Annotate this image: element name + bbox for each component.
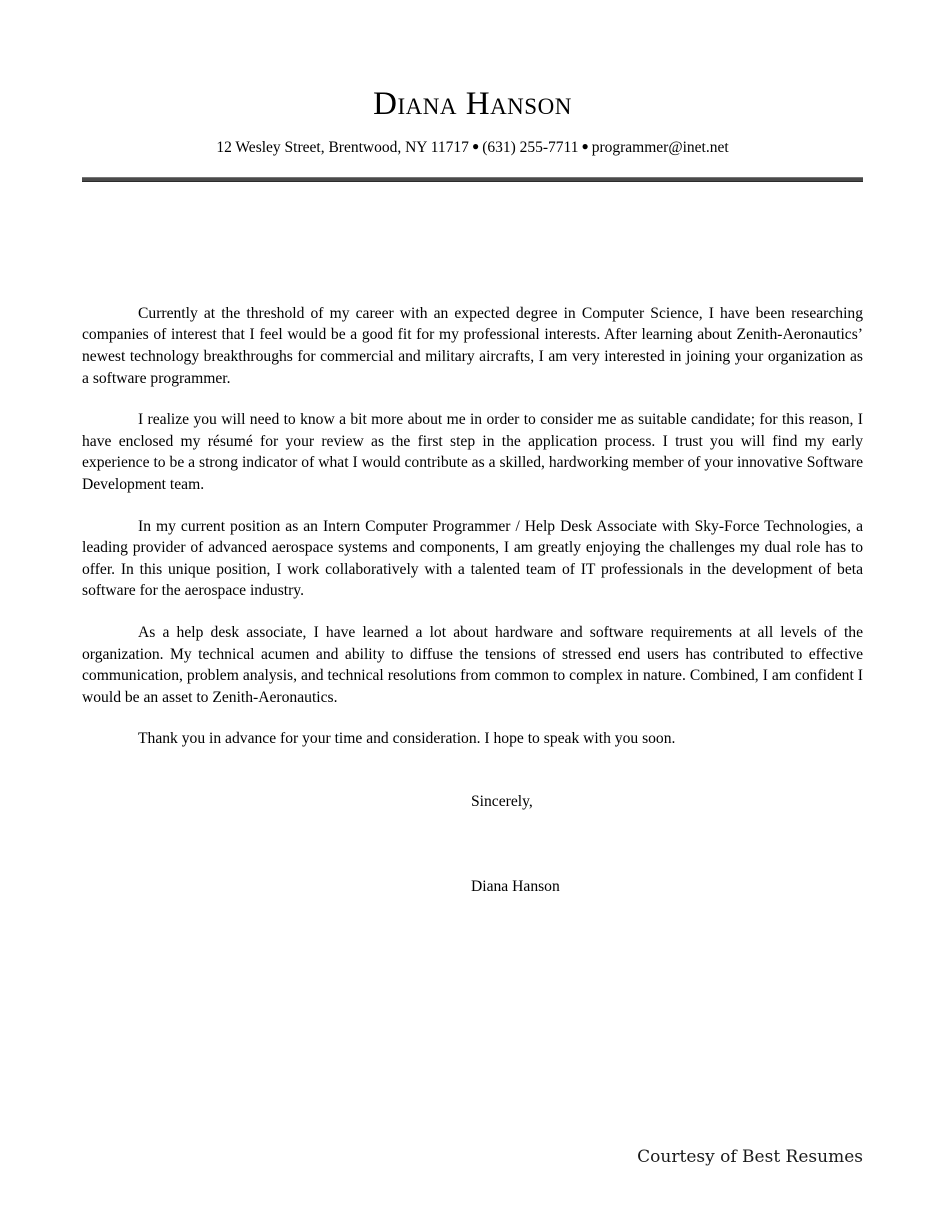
bullet-separator-icon: ● [581,139,589,154]
body-paragraph: Currently at the threshold of my career with an expected degree in Computer Science, I have been researching companies of interest that I feel would be a good fit for my professional interests. After learning about Zenith-Aeronautics’ newest technology breakthroughs for commercial and military aircrafts, I am very interested in joining your organization as a software programmer. [82,304,863,387]
letter-body [82,182,863,750]
contact-phone: (631) 255-7711 [482,139,579,157]
contact-address: 12 Wesley Street, Brentwood, NY 11717 [216,139,469,157]
applicant-name-heading: Diana Hanson [373,86,572,122]
signature-name: Diana Hanson [471,877,560,895]
body-paragraph: In my current position as an Intern Computer Programmer / Help Desk Associate with Sky-Force Technologies, a leading provider of advanced aerospace systems and components, I am greatly enjoying the challenges my dual role has to offer. In this unique position, I work collaboratively with a talented team of IT professionals in the development of beta software for the aerospace industry. [82,517,863,600]
letterhead [82,0,863,158]
footer-credit: Courtesy of Best Resumes [637,1147,863,1167]
contact-info-line [82,122,863,158]
sign-off-text: Sincerely, [471,792,533,810]
letter-content [82,0,863,897]
body-paragraph: As a help desk associate, I have learned a lot about hardware and software requirements at all levels of the organization. My technical acumen and ability to diffuse the tensions of stressed end users has contributed to effective communication, problem analysis, and technical resolutions from common to complex in nature. Combined, I am confident I would be an asset to Zenith-Aeronautics. [82,624,863,706]
contact-email: programmer@inet.net [591,139,729,157]
body-paragraph: I realize you will need to know a bit more about me in order to consider me as suitable candidate; for this reason, I have enclosed my résumé for your review as the first step in the application process. I trust you will find my early experience to be a strong indicator of what I would contribute as a skilled, hardworking member of your innovative Software Development team. [82,411,863,494]
signature-space [471,813,863,876]
closing-thank-you-line: Thank you in advance for your time and consideration. I hope to speak with you soon. [138,730,676,748]
bullet-separator-icon: ● [471,139,480,154]
signature-block [82,750,863,897]
